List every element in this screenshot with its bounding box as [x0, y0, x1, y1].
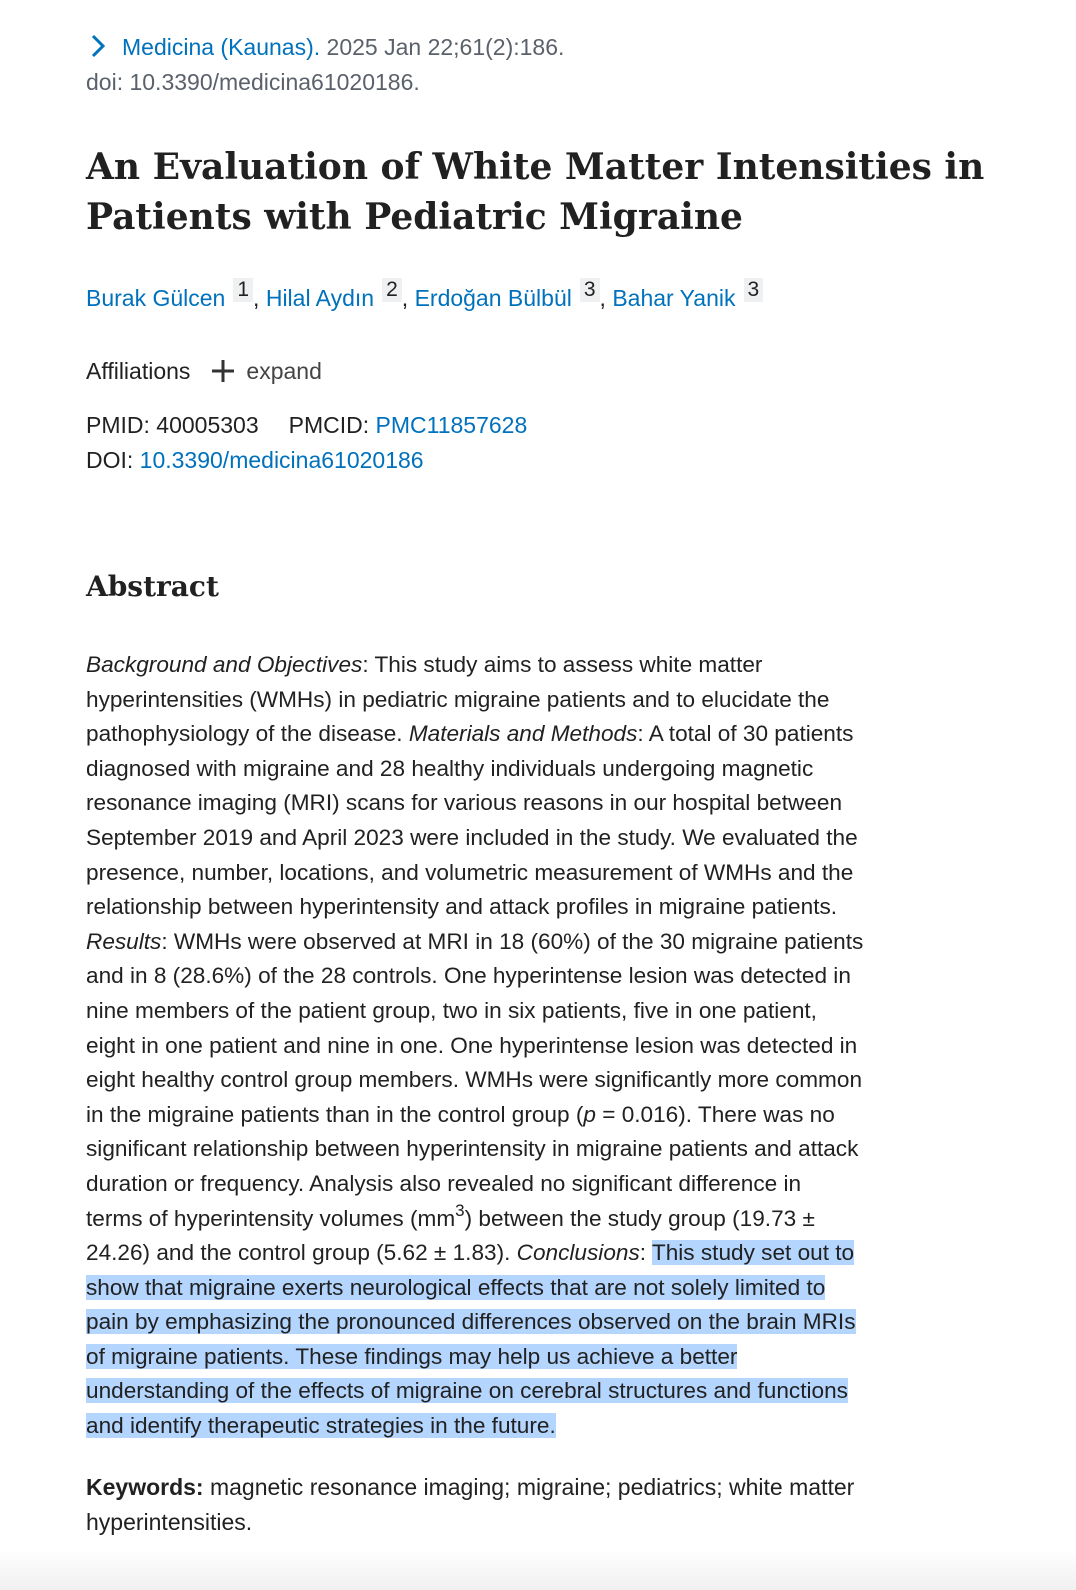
- abstract-line: terms of hyperintensity volumes $(mm^3)$ between the study group (19.73 ±: [86, 1200, 815, 1231]
- abstract-line: duration or frequency. Analysis also revealed no significant difference in: [86, 1170, 802, 1196]
- pmid-value: 40005303: [156, 412, 259, 438]
- author-link[interactable]: Hilal Aydın: [265, 285, 375, 311]
- citation-doi: doi: 10.3390/medicina61020186.: [86, 69, 420, 95]
- affiliation-badge[interactable]: 2: [382, 278, 402, 302]
- author-link[interactable]: Erdoğan Bülbül: [414, 285, 572, 311]
- abstract-line: and identify therapeutic strategies in the future.: [86, 1413, 556, 1439]
- journal-link[interactable]: Medicina (Kaunas).: [122, 34, 321, 60]
- abstract-line: pathophysiology of the disease. Materials and Methods: A total of 30 patients: [86, 721, 854, 747]
- abstract-line: eight in one patient and nine in one. One hyperintense lesion was detected in: [86, 1032, 858, 1058]
- keywords-label: Keywords:: [86, 1474, 204, 1500]
- abstract-line: nine members of the patient group, two in six patients, five in one patient,: [86, 997, 817, 1023]
- abstract-line: relationship between hyperintensity and attack profiles in migraine patients.: [86, 894, 838, 920]
- keywords: [86, 1470, 1001, 1540]
- abstract-line: and in 8 (28.6%) of the 28 controls. One hyperintense lesion was detected in: [86, 963, 851, 989]
- article-title-line1: An Evaluation of White Matter Intensities in: [86, 146, 985, 188]
- abstract-line: Results: WMHs were observed at MRI in 18 (60%) of the 30 migraine patients: [86, 928, 864, 954]
- abstract-line: resonance imaging (MRI) scans for various reasons in our hospital between: [86, 790, 843, 816]
- plus-icon[interactable]: [210, 358, 236, 384]
- abstract-line: eight healthy control group members. WMHs were significantly more common: [86, 1067, 863, 1093]
- abstract-line: understanding of the effects of migraine on cerebral structures and functions: [86, 1378, 848, 1404]
- expand-label[interactable]: expand: [246, 358, 322, 384]
- author-list: Burak Gülcen 1 , Hilal Aydın 2 , Erdoğan Bülbül 3 , Bahar Yanik 3: [86, 278, 763, 316]
- keywords-text-cont: hyperintensities.: [86, 1509, 253, 1535]
- abstract-body: [86, 648, 1004, 1444]
- citation-line: [86, 30, 564, 65]
- pmcid-label: PMCID:: [288, 412, 370, 438]
- abstract-line: 24.26) and the control group (5.62 ± 1.83). Conclusions: This study set out to: [86, 1240, 855, 1266]
- abstract-line: presence, number, locations, and volumetric measurement of WMHs and the: [86, 859, 854, 885]
- abstract-heading: Abstract: [86, 570, 219, 603]
- abstract-line: diagnosed with migraine and 28 healthy individuals undergoing magnetic: [86, 755, 814, 781]
- article-title-line2: Patients with Pediatric Migraine: [86, 196, 743, 238]
- article-title: [86, 142, 986, 242]
- chevron-right-icon[interactable]: [86, 33, 110, 57]
- bottom-edge: [0, 1550, 1076, 1590]
- affiliations-label: Affiliations: [86, 358, 191, 384]
- abstract-line: of migraine patients. These findings may help us achieve a better: [86, 1343, 738, 1369]
- affiliation-badge[interactable]: 3: [580, 278, 600, 302]
- doi-link[interactable]: 10.3390/medicina61020186: [139, 447, 424, 473]
- abstract-line: significant relationship between hyperintensity in migraine patients and attack: [86, 1136, 859, 1162]
- identifiers: [86, 408, 527, 478]
- abstract-line: show that migraine exerts neurological effects that are not solely limited to: [86, 1274, 826, 1300]
- abstract-line: pain by emphasizing the pronounced differences observed on the brain MRIs: [86, 1309, 856, 1335]
- keywords-text: magnetic resonance imaging; migraine; pediatrics; white matter: [203, 1474, 855, 1500]
- abstract-line: September 2019 and April 2023 were included in the study. We evaluated the: [86, 824, 858, 850]
- affiliation-badge[interactable]: 3: [744, 278, 764, 302]
- abstract-line: in the migraine patients than in the control group (p = 0.016). There was no: [86, 1101, 835, 1127]
- pmcid-link[interactable]: PMC11857628: [375, 412, 528, 438]
- abstract-line: hyperintensities (WMHs) in pediatric migraine patients and to elucidate the: [86, 686, 830, 712]
- author-link[interactable]: Bahar Yanik: [612, 285, 736, 311]
- citation-date: 2025 Jan 22;61(2):186.: [326, 34, 565, 60]
- affiliation-badge[interactable]: 1: [233, 278, 253, 302]
- doi-label: DOI:: [86, 447, 134, 473]
- author-link[interactable]: Burak Gülcen: [86, 285, 226, 311]
- affiliations-toggle[interactable]: [86, 353, 322, 389]
- pmid-label: PMID:: [86, 412, 150, 438]
- abstract-line: Background and Objectives: This study aims to assess white matter: [86, 652, 763, 677]
